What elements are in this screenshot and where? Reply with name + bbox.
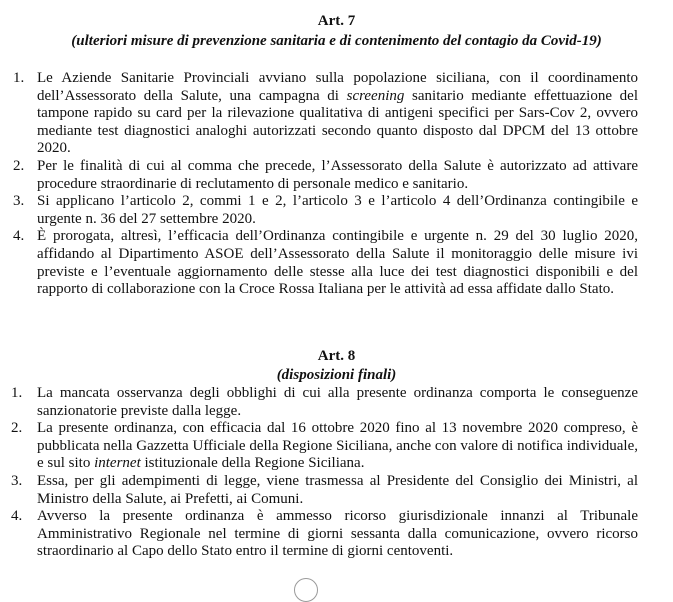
item-text: Per le finalità di cui al comma che precede, l’Assessorato della Salute è autorizzato ad attivare procedure straordinarie di reclutamento di personale medico e sanitario. (37, 157, 638, 192)
item-text: Avverso la presente ordinanza è ammesso ricorso giurisdizionale innanzi al Tribunale Amministrativo Regionale nel termine di giorni sessanta dalla comunicazione, ovvero ricorso straordinario al Capo dello Stato entro il termine di giorni centoventi. (37, 508, 638, 560)
item-text: Essa, per gli adempimenti di legge, viene trasmessa al Presidente del Consiglio dei Ministri, al Ministro della Salute, ai Prefetti, ai Comuni. (37, 472, 638, 507)
art8-item-1 (0, 385, 638, 420)
art8-subtitle: (disposizioni finali) (276, 367, 397, 383)
art7-item-1 (0, 70, 638, 158)
item-number: 1. (11, 385, 23, 401)
art8-item-3 (0, 473, 638, 508)
item-number: 1. (13, 70, 25, 86)
item-text-italic: internet (94, 455, 141, 472)
item-text: È prorogata, altresì, l’efficacia dell’Ordinanza contingibile e urgente n. 29 del 30 luglio 2020, affidando al Dipartimento ASOE dell’Assessorato della Salute il monitoraggio delle misure ivi previste e l’eventuale aggiornamento delle stesse alla luce dei test diagnostici disponibili e del rapporto di collaborazione con la Croce Rossa Italiana per le attività ad essa affidate dallo Stato. (37, 228, 638, 298)
item-text: La mancata osservanza degli obblighi di cui alla presente ordinanza comporta le conseguenze sanzionatorie previste dalla legge. (37, 385, 638, 419)
seal-stamp (294, 578, 318, 602)
art8-list (0, 385, 638, 561)
art8-heading: Art. 8 (317, 348, 356, 364)
item-number: 2. (11, 420, 23, 437)
item-number: 2. (13, 157, 25, 174)
item-text: istituzionale della Regione Siciliana. (140, 455, 365, 472)
art7-subtitle: (ulteriori misure di prevenzione sanitaria e di contenimento del contagio da Covid-19) (71, 33, 602, 49)
item-number: 3. (11, 472, 23, 489)
item-text: Si applicano l’articolo 2, commi 1 e 2, l’articolo 3 e l’articolo 4 dell’Ordinanza contingibile e urgente n. 36 del 27 settembre 2020. (37, 193, 638, 227)
item-text-italic: screening (346, 87, 405, 104)
item-text: Le Aziende Sanitarie Provinciali avviano sulla popolazione siciliana, con il coordinamento dell’Assessorato della Salute, una campagna di (37, 70, 638, 104)
item-number: 3. (13, 193, 25, 210)
art8-item-2 (0, 420, 638, 473)
art7-item-2 (0, 158, 638, 193)
item-text: La presente ordinanza, con efficacia dal 16 ottobre 2020 fino al 13 novembre 2020 compreso, è pubblicata nella Gazzetta Ufficiale della Regione Siciliana, anche con valore di notifica individuale, e sul sito (37, 420, 638, 472)
art7-list (0, 70, 638, 299)
item-text: sanitario mediante effettuazione del tampone rapido su card per la rilevazione qualitativa di antigeni specifici per Sars-Cov 2, ovvero mediante test diagnostici analoghi autorizzati secondo quanto disposto dal DPCM del 13 ottobre 2020. (37, 87, 638, 157)
art7-heading: Art. 7 (317, 13, 356, 29)
art7-item-4 (0, 228, 638, 298)
item-number: 4. (11, 508, 23, 525)
art8-item-4 (0, 508, 638, 561)
item-number: 4. (13, 228, 25, 245)
art7-item-3 (0, 193, 638, 228)
